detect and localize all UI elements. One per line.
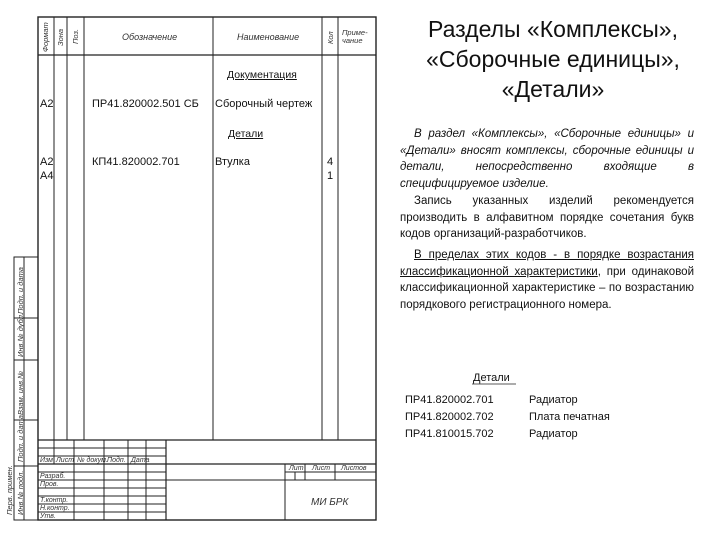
rule-continuation: , при одинаковой классификационной характеристике – по возрастанию порядкового регистрационного номера. bbox=[400, 265, 694, 311]
header-designation: Обозначение bbox=[122, 32, 178, 42]
row-format: А2 bbox=[40, 156, 54, 168]
header-zone: Зона bbox=[56, 28, 65, 46]
page-title: Разделы «Комплексы», «Сборочные единицы», «Детали» bbox=[426, 16, 680, 102]
example-name: Радиатор bbox=[529, 428, 578, 440]
row-format: А2 bbox=[40, 98, 54, 110]
stamp-change-label: № докум. bbox=[77, 457, 108, 464]
stamp-change-label: Лист bbox=[56, 457, 75, 464]
row-designation: ПР41.820002.501 СБ bbox=[92, 98, 199, 110]
row-name: Втулка bbox=[215, 156, 250, 168]
stamp-change-label: Изм bbox=[40, 457, 53, 464]
header-pos: Поз. bbox=[71, 28, 80, 44]
underlined-rule: В пределах этих кодов - в порядке возрастания классификационной характеристики bbox=[400, 249, 694, 278]
stamp-lit-label: Лит bbox=[289, 465, 304, 472]
header-format: Формат bbox=[41, 22, 50, 52]
side-label: Взам. инв.№ bbox=[16, 370, 25, 415]
example-code: ПР41.820002.701 bbox=[405, 394, 494, 406]
row-qty-second: 1 bbox=[327, 170, 334, 182]
example-name: Плата печатная bbox=[529, 411, 610, 423]
side-label: Подп. и дата bbox=[16, 415, 25, 462]
row-format-second: А4 bbox=[40, 170, 54, 182]
example-name: Радиатор bbox=[529, 394, 578, 406]
example-code: ПР41.820002.702 bbox=[405, 411, 494, 423]
stamp-role-label: Пров. bbox=[40, 481, 59, 488]
header-name: Наименование bbox=[237, 32, 300, 42]
stamp-change-label: Подп. bbox=[107, 457, 126, 464]
row-designation: КП41.820002.701 bbox=[92, 156, 180, 168]
row-name: Сборочный чертеж bbox=[215, 98, 313, 110]
stamp-change-label: Дата bbox=[131, 457, 150, 464]
stamp-sheet-label: Лист bbox=[312, 465, 331, 472]
section-details: Детали bbox=[228, 128, 264, 140]
example-heading: Детали bbox=[473, 372, 510, 384]
paragraph-intro: В раздел «Комплексы», «Сборочные единицы» и «Детали» вносят комплексы, сборочные единицы и детали, непосредственно входящие в специфицируемое изделие. bbox=[400, 128, 694, 190]
row-qty: 4 bbox=[327, 156, 334, 168]
stamp-role-label: Утв. bbox=[40, 513, 56, 520]
example-code: ПР41.810015.702 bbox=[405, 428, 494, 440]
section-documentation: Документация bbox=[227, 69, 297, 81]
stamp-role-label: Разраб. bbox=[40, 473, 66, 480]
side-label: Инв.№ подл. bbox=[16, 470, 25, 515]
side-label: Перв. примен. bbox=[5, 465, 14, 515]
stamp-role-label: Т.контр. bbox=[40, 497, 69, 504]
header-qty: Кол bbox=[326, 31, 335, 44]
header-note: Приме-чание bbox=[342, 28, 368, 45]
side-label: Инв.№ дубл. bbox=[16, 312, 25, 357]
stamp-organization: МИ БРК bbox=[311, 497, 349, 508]
paragraph-order: Запись указанных изделий рекомендуется производить в алфавитном порядке сочетания букв кодов организаций-разработчиков. bbox=[400, 195, 694, 241]
stamp-role-label: Н.контр. bbox=[40, 505, 70, 512]
side-label: Подп. и дата bbox=[16, 267, 25, 314]
stamp-sheets-label: Листов bbox=[341, 465, 367, 472]
paragraph-classification bbox=[400, 247, 694, 313]
